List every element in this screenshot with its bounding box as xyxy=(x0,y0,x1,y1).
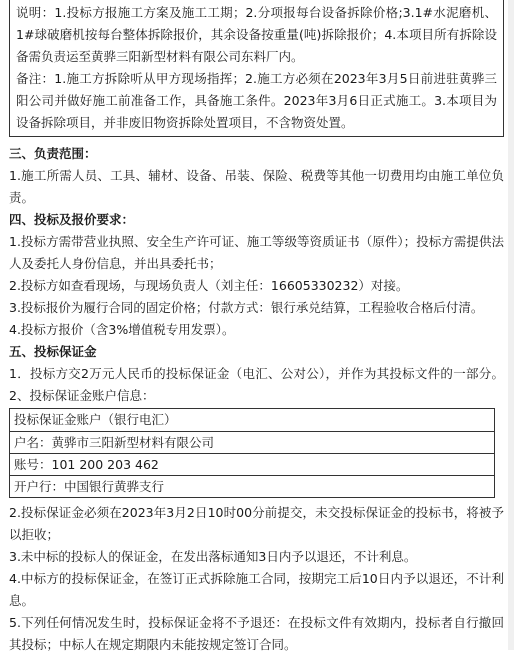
account-number: 账号：101 200 203 462 xyxy=(10,454,495,476)
notes-box xyxy=(9,0,504,137)
section-3-title: 三、负责范围： xyxy=(9,146,97,161)
notes-remarks: 备注：1.施工方拆除听从甲方现场指挥；2.施工方必须在2023年3月5日前进驻黄骅三阳公司并做好施工前准备工作，具备施工条件。2023年3月6日正式施工。3.本项目为设备拆除项目，并非废旧物资拆除处置项目，不含物资处置。 xyxy=(16,71,497,130)
scrollbar-track[interactable] xyxy=(508,0,514,650)
section-5-title: 五、投标保证金 xyxy=(9,344,97,359)
section-5-item-4: 4.中标方的投标保证金，在签订正式拆除施工合同，按期完工后10日内予以退还，不计利息。 xyxy=(9,571,504,608)
section-4-item-1: 1.投标方需带营业执照、安全生产许可证、施工等级等资质证书（原件）；投标方需提供法人及委托人身份信息，并出具委托书； xyxy=(9,234,504,271)
account-name: 户名：黄骅市三阳新型材料有限公司 xyxy=(10,432,495,454)
section-5-item-3: 3.未中标的投标人的保证金，在发出落标通知3日内予以退还，不计利息。 xyxy=(9,549,417,564)
section-3-item-1: 1.施工所需人员、工具、辅材、设备、吊装、保险、税费等其他一切费用均由施工单位负责。 xyxy=(9,168,504,205)
document-body xyxy=(9,0,504,656)
section-4-item-3: 3.投标报价为履行合同的固定价格；付款方式：银行承兑结算，工程验收合格后付清。 xyxy=(9,300,484,315)
account-bank: 开户行：中国银行黄骅支行 xyxy=(10,476,495,498)
section-4-item-4: 4.投标方报价（含3%增值税专用发票）。 xyxy=(9,322,235,337)
section-4-title: 四、投标及报价要求： xyxy=(9,212,135,227)
account-table-header: 投标保证金账户（银行电汇） xyxy=(10,409,495,432)
section-5-item-2: 2.投标保证金必须在2023年3月2日10时00分前提交，未交投标保证金的投标书，将被予以拒收； xyxy=(9,505,504,542)
notes-explanation: 说明：1.投标方报施工方案及施工工期；2.分项报每台设备拆除价格;3.1#水泥磨机、1#球破磨机按每台整体拆除报价，其余设备按重量(吨)拆除报价；4.本项目所有拆除设备需负责运至黄骅三阳新型材料有限公司东料厂内。 xyxy=(16,5,497,64)
deposit-account-table xyxy=(9,408,495,498)
section-5-item-5: 5.下列任何情况发生时，投标保证金将不予退还：在投标文件有效期内，投标者自行撤回其投标；中标人在规定期限内未能按规定签订合同。 xyxy=(9,615,504,652)
section-4-item-2: 2.投标方如查看现场，与现场负责人（刘主任：16605330232）对接。 xyxy=(9,278,409,293)
section-5-item-1: 1．投标方交2万元人民币的投标保证金（电汇、公对公），并作为其投标文件的一部分。2、投标保证金账户信息： xyxy=(9,366,504,403)
